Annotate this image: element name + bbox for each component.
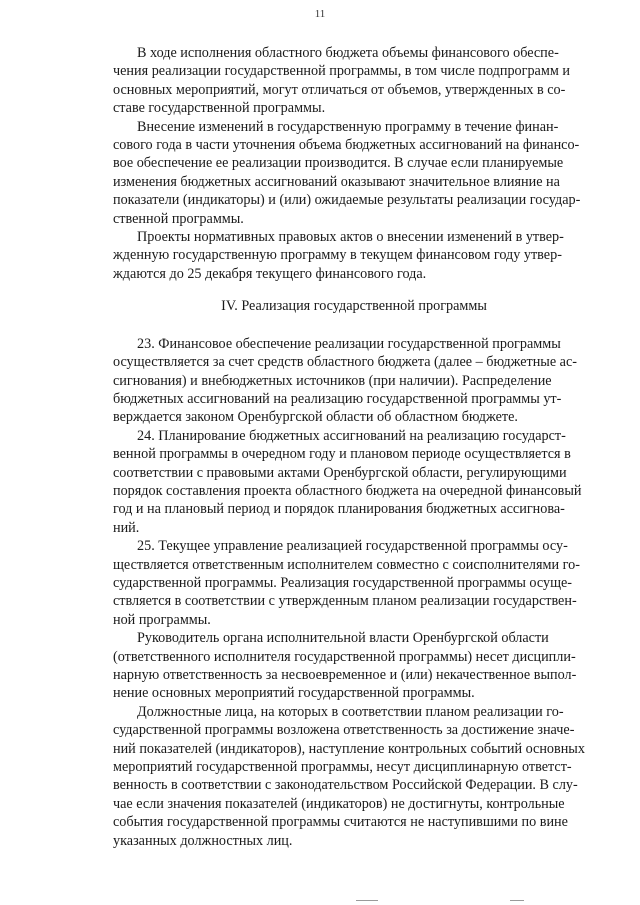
paragraph-budget-execution: В ходе исполнения областного бюджета объемы финансового обеспе- чения реализации государственной программы, в том числе подпрограмм и основных мероприятий, могут отличаться от объемов, утвержденных в со- ставе государственной программы.: [113, 45, 570, 117]
page-number: 11: [314, 8, 326, 20]
paragraph-officials-responsibility: Должностные лица, на которых в соответствии планом реализации го- сударственной программы возложена ответственность за достижение значе- ний показателей (индикаторов), наступление контрольных событий основных мероприятий государственной программы, несут дисциплинарную ответст- венность в соответствии с законодательством Российской Федерации. В слу- чае если значения показателей (индикаторов) не достигнуты, контрольные события государственной программы считаются не наступившими по вине указанных должностных лиц.: [113, 703, 585, 849]
scan-artifact-mark: [356, 900, 378, 901]
paragraph-24-planning: 24. Планирование бюджетных ассигнований на реализацию государст- венной программы в очередном году и плановом периоде осуществляется в соответствии с правовыми актами Оренбургской области, регулирующими порядок составления проекта областного бюджета на очередной финансовый год и на плановый период и порядок планирования бюджетных ассигнова- ний.: [113, 427, 582, 536]
paragraph-23-financing: 23. Финансовое обеспечение реализации государственной программы осуществляется за счет средств областного бюджета (далее – бюджетные ас- сигнования) и внебюджетных источников (при наличии). Распределение бюджетных ассигнований на реализацию государственной программы ут- верждается законом Оренбургской области об областном бюджете.: [113, 335, 577, 426]
paragraph-head-responsibility: Руководитель органа исполнительной власти Оренбургской области (ответственного исполнителя государственной программы) несет дисципли- нарную ответственность за несвоевременное и (или) некачественное выпол- нение основных мероприятий государственной программы.: [113, 630, 577, 702]
paragraph-25-management: 25. Текущее управление реализацией государственной программы осу- ществляется ответственным исполнителем совместно с соисполнителями го- сударственной программы. Реализация государственной программы осуще- ствляется в соответствии с утвержденным планом реализации государствен- ной программы.: [113, 538, 580, 628]
paragraph-program-amendments: Внесение изменений в государственную программу в течение финан- сового года в части уточнения объема бюджетных ассигнований на финансо- вое обеспечение ее реализации производится. В случае если планируемые изменения бюджетных ассигнований оказывают значительное влияние на показатели (индикаторы) и (или) ожидаемые результаты реализации государ- ственной программы.: [113, 118, 581, 227]
document-body: [113, 44, 595, 850]
section-heading: IV. Реализация государственной программы: [221, 298, 487, 315]
paragraph-draft-acts-deadline: Проекты нормативных правовых актов о внесении изменений в утвер- жденную государственную программу в текущем финансовом году утвер- ждаются до 25 декабря текущего финансового года.: [113, 229, 564, 282]
scan-artifact-mark: [510, 900, 524, 901]
